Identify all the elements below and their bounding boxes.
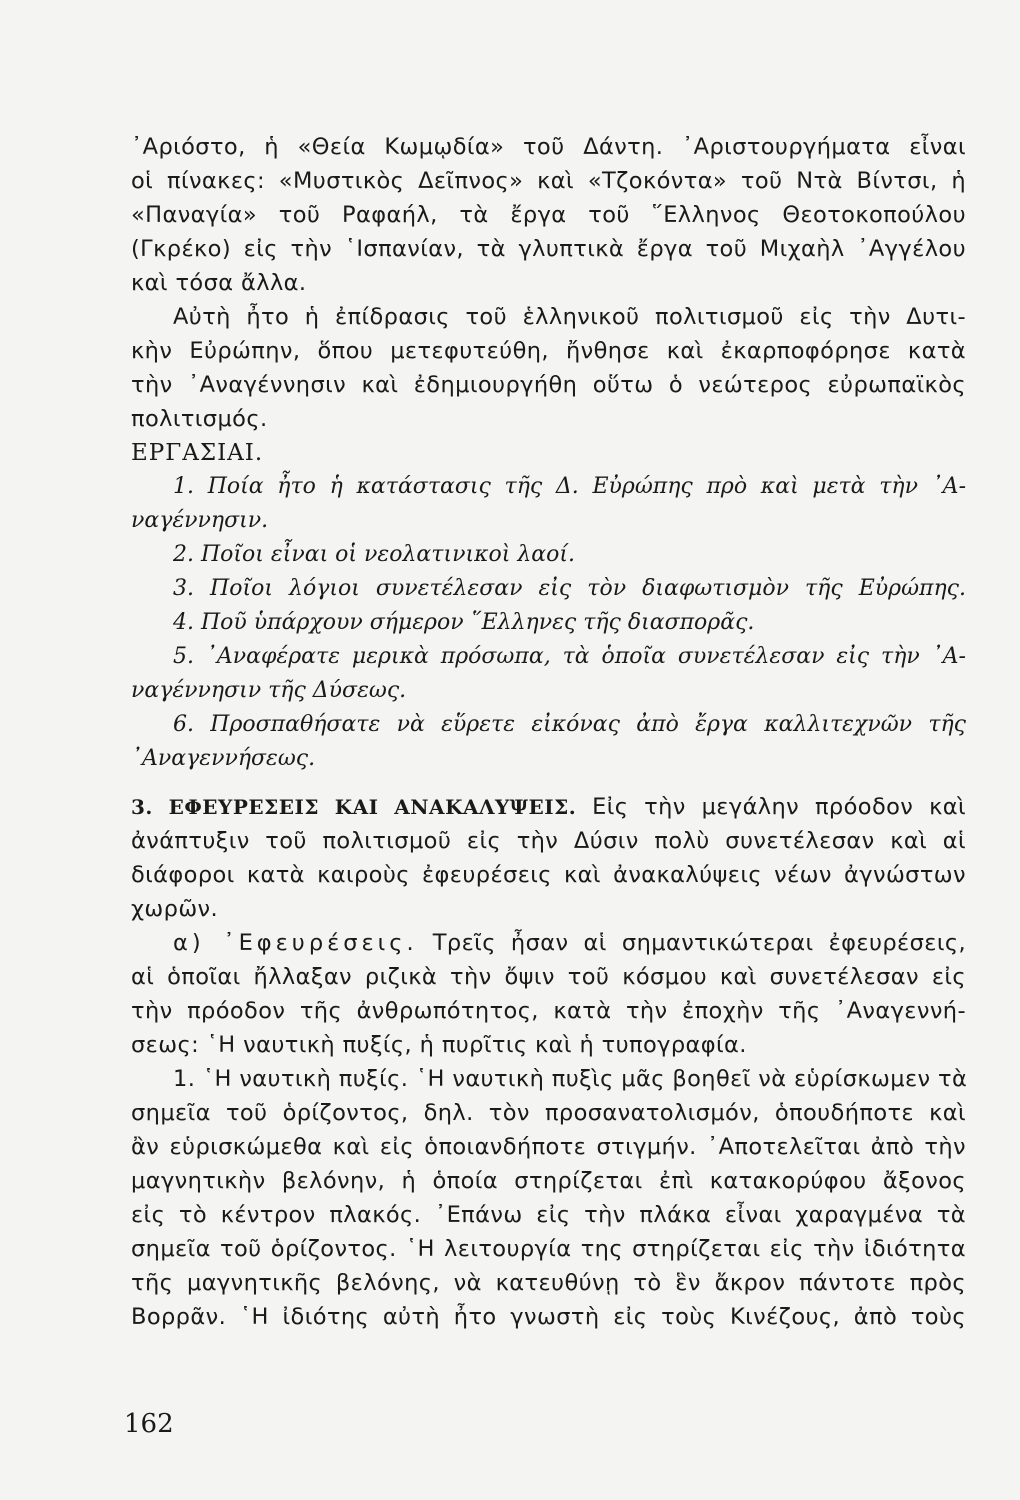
paragraph-masterpieces — [131, 130, 966, 300]
text-run: Τρεῖς ἦσαν αἱ σημαντικώτεραι ἐφευρέσεις, — [417, 930, 966, 956]
text-line: ἀνάπτυξιν τοῦ πολιτισμοῦ εἰς τὴν Δύσιν πολὺ συνετέλεσαν καὶ αἱ — [131, 828, 966, 854]
page-body — [131, 130, 966, 1334]
question-line: 5. ᾿Αναφέρατε μερικὰ πρόσωπα, τὰ ὁποῖα συνετέλεσαν εἰς τὴν ᾿Α- — [173, 644, 966, 669]
question-line: ναγέννησιν. — [131, 508, 269, 533]
exercise-questions — [131, 470, 966, 776]
exercises-heading: ΕΡΓΑΣΙΑΙ. — [131, 440, 264, 466]
text-line: ᾿Αριόστο, ἡ «Θεία Κωμῳδία» τοῦ Δάντη. ᾿Αριστουργήματα εἶναι — [131, 134, 966, 160]
text-line: χωρῶν. — [131, 896, 219, 922]
text-line: Βορρᾶν. ῾Η ἰδιότης αὐτὴ ἦτο γνωστὴ εἰς τοὺς Κινέζους, ἀπὸ τοὺς — [131, 1304, 966, 1330]
text-line: καὶ τόσα ἄλλα. — [131, 270, 307, 296]
question-line: 3. Ποῖοι λόγιοι συνετέλεσαν εἰς τὸν διαφωτισμὸν τῆς Εὐρώπης. — [173, 576, 966, 601]
question-line: ναγέννησιν τῆς Δύσεως. — [131, 678, 407, 703]
text-line: διάφοροι κατὰ καιροὺς ἐφευρέσεις καὶ ἀνακαλύψεις νέων ἀγνώστων — [131, 862, 966, 888]
paragraph-compass — [131, 1062, 966, 1334]
question-line: 2. Ποῖοι εἶναι οἱ νεολατινικοὶ λαοί. — [173, 542, 576, 567]
text-line: κὴν Εὐρώπην, ὅπου μετεφυτεύθη, ἤνθησε καὶ ἐκαρποφόρησε κατὰ — [131, 338, 966, 364]
page-number: 162 — [124, 1409, 174, 1439]
text-line: αἱ ὁποῖαι ἤλλαξαν ριζικὰ τὴν ὄψιν τοῦ κόσμου καὶ συνετέλεσαν εἰς — [131, 964, 966, 990]
text-line: μαγνητικὴν βελόνην, ἡ ὁποία στηρίζεται ἐπὶ κατακορύφου ἄξονος — [131, 1168, 966, 1194]
text-line — [131, 926, 966, 960]
question-line: 4. Ποῦ ὑπάρχουν σήμερον ῞Ελληνες τῆς διασπορᾶς. — [173, 610, 755, 635]
text-line: ἂν εὑρισκώμεθα καὶ εἰς ὁποιανδήποτε στιγμήν. ᾿Αποτελεῖται ἀπὸ τὴν — [131, 1134, 966, 1160]
subsection-label: α) ᾿Εφευρέσεις. — [173, 930, 418, 956]
text-line — [131, 790, 966, 824]
section-heading: 3. ΕΦΕΥΡΕΣΕΙΣ ΚΑΙ ΑΝΑΚΑΛΥΨΕΙΣ. — [131, 795, 577, 819]
question-line: 6. Προσπαθήσατε νὰ εὕρετε εἰκόνας ἀπὸ ἔργα καλλιτεχνῶν τῆς — [173, 712, 966, 737]
text-line: σημεῖα τοῦ ὁρίζοντος, δηλ. τὸν προσανατολισμόν, ὁπουδήποτε καὶ — [131, 1100, 966, 1126]
text-line: τὴν πρόοδον τῆς ἀνθρωπότητος, κατὰ τὴν ἐποχὴν τῆς ᾿Αναγεννή- — [131, 998, 966, 1024]
text-line: τὴν ᾿Αναγέννησιν καὶ ἐδημιουργήθη οὕτω ὁ νεώτερος εὐρωπαϊκὸς — [131, 372, 966, 398]
text-run: Εἰς τὴν μεγάλην πρόοδον καὶ — [576, 794, 966, 820]
text-line: τῆς μαγνητικῆς βελόνης, νὰ κατευθύνῃ τὸ ἓν ἄκρον πάντοτε πρὸς — [131, 1270, 966, 1296]
text-line: 1. ῾Η ναυτικὴ πυξίς. ῾Η ναυτικὴ πυξὶς μᾶς βοηθεῖ νὰ εὑρίσκωμεν τὰ — [173, 1066, 968, 1092]
paragraph-three-inventions — [131, 926, 966, 1062]
text-line: (Γκρέκο) εἰς τὴν ῾Ισπανίαν, τὰ γλυπτικὰ ἔργα τοῦ Μιχαὴλ ᾿Αγγέλου — [131, 236, 966, 262]
text-line: οἱ πίνακες: «Μυστικὸς Δεῖπνος» καὶ «Τζοκόντα» τοῦ Ντὰ Βίντσι, ἡ — [131, 168, 966, 194]
text-line: Αὐτὴ ἦτο ἡ ἐπίδρασις τοῦ ἑλληνικοῦ πολιτισμοῦ εἰς τὴν Δυτι- — [173, 304, 966, 330]
question-line: ᾿Αναγεννήσεως. — [131, 746, 316, 771]
section-spacer — [131, 776, 966, 790]
paragraph-inventions-intro — [131, 790, 966, 926]
text-line: «Παναγία» τοῦ Ραφαήλ, τὰ ἔργα τοῦ ῞Ελληνος Θεοτοκοπούλου — [131, 202, 966, 228]
text-line: σεως: ῾Η ναυτικὴ πυξίς, ἡ πυρῖτις καὶ ἡ τυπογραφία. — [131, 1032, 747, 1058]
question-line: 1. Ποία ἦτο ἡ κατάστασις τῆς Δ. Εὐρώπης πρὸ καὶ μετὰ τὴν ᾿Α- — [173, 474, 966, 499]
text-line: εἰς τὸ κέντρον πλακός. ᾿Επάνω εἰς τὴν πλάκα εἶναι χαραγμένα τὰ — [131, 1202, 966, 1228]
text-line: σημεῖα τοῦ ὁρίζοντος. ῾Η λειτουργία της στηρίζεται εἰς τὴν ἰδιότητα — [131, 1236, 966, 1262]
paragraph-influence — [131, 300, 966, 436]
text-line: πολιτισμός. — [131, 406, 268, 432]
